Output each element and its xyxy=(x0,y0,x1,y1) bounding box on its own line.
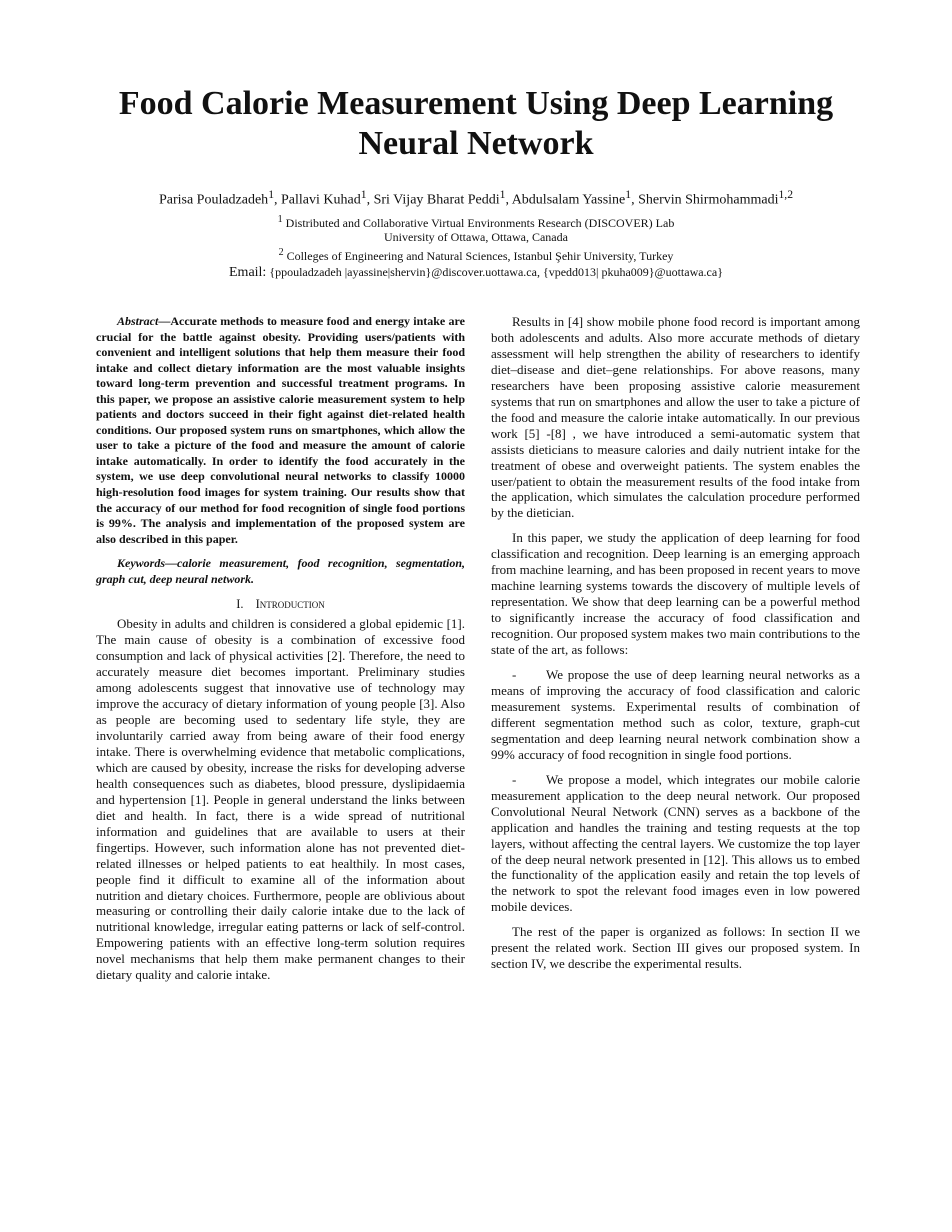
author-affil-sup: 1 xyxy=(499,188,506,201)
title-line-2: Neural Network xyxy=(358,125,594,162)
affiliation-1-sup: 1 xyxy=(277,214,283,225)
contribution-bullet-2 xyxy=(491,772,860,916)
author-affil-sup: 1 xyxy=(360,188,367,201)
section-heading-introduction xyxy=(96,596,465,612)
bullet-2-text: We propose a model, which integrates our mobile calorie measurement application to the deep neural network. Our proposed Convolutional Neural Network (CNN) serves as a backbone of the application and handles the training and testing requests at the top layers, without affecting the central layers. We customize the top layer of the deep neural network presented in [12]. This allows us to embed the functionality of the application easily and retain the top levels of the network to spot the relevant food images even in low powered mobile devices. xyxy=(491,771,860,915)
author-name: Sri Vijay Bharat Peddi xyxy=(373,192,500,208)
abstract-lead: Abstract xyxy=(117,314,159,328)
email-addresses: {ppouladzadeh |ayassine|shervin}@discover.uottawa.ca, {vpedd013| pkuha009}@uottawa.ca} xyxy=(269,265,723,279)
email-label: Email: xyxy=(229,265,267,280)
author-list: Parisa Pouladzadeh$^1$, Pallavi Kuhad$^1$, Sri Vijay Bharat Peddi$^1$, Abdulsalam Yassine$^1$, Shervin Shirmohammadi$^{1,2}$ xyxy=(158,188,794,208)
right-column xyxy=(491,314,860,972)
affiliation-2-text: Colleges of Engineering and Natural Sciences, Istanbul Şehir University, Turkey xyxy=(286,249,674,263)
bullet-dash: - xyxy=(512,771,517,787)
affiliation-2-line-1 xyxy=(60,245,892,264)
bullet-1-text: We propose the use of deep learning neural networks as a means of improving the accuracy of food classification and caloric measurement systems. Experimental results of combination of different segmentation method such as color, texture, graph-cut segmentation and deep learning neural network combination show a 99% accuracy of food recognition in single food portions. xyxy=(491,667,860,762)
author-affil-sup: 1 xyxy=(625,188,632,201)
left-column xyxy=(96,314,465,983)
author-name: Abdulsalam Yassine xyxy=(511,192,626,208)
section-title: Introduction xyxy=(255,597,325,612)
author-name: Parisa Pouladzadeh xyxy=(158,192,269,208)
contribution-bullet-1 xyxy=(491,667,860,763)
abstract-text: —Accurate methods to measure food and energy intake are crucial for the battle against obesity. Providing users/patients with convenient and intelligent solutions that help them measure their food intake and collect dietary information are the most valuable insights toward long-term prevention and successful treatment programs. In this paper, we propose an assistive calorie measurement system to help patients and doctors succeed in their fight against diet-related health conditions. Our proposed system runs on smartphones, which allow the user to take a picture of the food and measure the amount of calorie intake automatically. In order to identify the food accurately in the system, we use deep convolutional neural networks to classify 10000 high-resolution food images for system training. Our results show that the accuracy of our method for food recognition of single food portions is 99%. The analysis and implementation of the proposed system are also described in this paper. xyxy=(96,314,465,546)
author-name: Pallavi Kuhad xyxy=(281,192,361,208)
section-number: I. xyxy=(236,597,244,612)
keywords: Keywords—calorie measurement, food recognition, segmentation, graph cut, deep neural network. xyxy=(96,556,465,586)
author-affil-sup: 1,2 xyxy=(778,188,794,201)
affiliation-2-sup: 2 xyxy=(278,247,284,258)
email-line xyxy=(60,264,892,281)
bullet-dash: - xyxy=(512,667,517,683)
affiliation-1-line-2: University of Ottawa, Ottawa, Canada xyxy=(384,230,568,244)
abstract xyxy=(96,314,465,547)
paper-title xyxy=(60,84,892,164)
body-paragraph-3: The rest of the paper is organized as follows: In section II we present the related work. Section III gives our proposed system. In section IV, we describe the experimental results. xyxy=(491,924,860,972)
author-name: Shervin Shirmohammadi xyxy=(638,192,779,208)
author-affil-sup: 1 xyxy=(268,188,275,201)
affiliation-1-text: Distributed and Collaborative Virtual Environments Research (DISCOVER) Lab xyxy=(285,216,675,230)
body-paragraph-1: Results in [4] show mobile phone food record is important among both adolescents and adults. Also more accurate methods of dietary assessment will help strengthen the ability of researchers to identify diet–disease and diet–gene relationships. For above reasons, many researchers have been proposing assistive calorie measurement systems that run on smartphones and allow the user to take a picture of the food and measure the calorie intake automatically. In our previous work [5] -[8] , we have introduced a semi-automatic system that assists dieticians to measure calories and daily nutrient intake for the treatment of obese and overweight patients. The system enables the user/patient to obtain the measurement results of the food intake from the application, which simulates the calculation procedure performed by the dietician. xyxy=(491,314,860,521)
body-paragraph-2: In this paper, we study the application of deep learning for food classification and recognition. Deep learning is an emerging approach from machine learning, and has been proposed in recent years to move machine learning systems towards the discovery of multiple levels of representation. We show that deep learning can be a powerful method to significantly increase the accuracy of food classification and recognition. Our proposed system makes two main contributions to the state of the art, as follows: xyxy=(491,530,860,658)
intro-paragraph: Obesity in adults and children is considered a global epidemic [1]. The main cause of obesity is a combination of excessive food consumption and lack of physical activities [2]. Therefore, the need to accurately measure diet becomes important. Preliminary studies among adolescents suggest that innovative use of technology may improve the accuracy of dietary information of young people [3]. Also as people are becoming used to sedentary life style, they are involuntarily carried away from being aware of their food energy intake. There is overwhelming evidence that metabolic complications, which are caused by obesity, increase the risks for developing adverse health consequences such as diabetes, blood pressure, dyslipidaemia and hypertension [1]. People in general understand the links between diet and health. In fact, there is a wide spread of nutritional information and guidelines that are available to users at their fingertips. However, such information alone has not prevented diet-related illnesses or helped patients to eat healthily. In most cases, people find it difficult to examine all of the information about nutrition and dietary choices. Furthermore, people are oblivious about measuring or controlling their daily calorie intake due to the lack of nutritional knowledge, irregular eating patterns or lack of self-control. Empowering patients with an effective long-term solution requires novel mechanisms that help them make permanent changes to their dietary quality and calorie intake. xyxy=(96,616,465,983)
title-line-1: Food Calorie Measurement Using Deep Learning xyxy=(118,85,834,122)
